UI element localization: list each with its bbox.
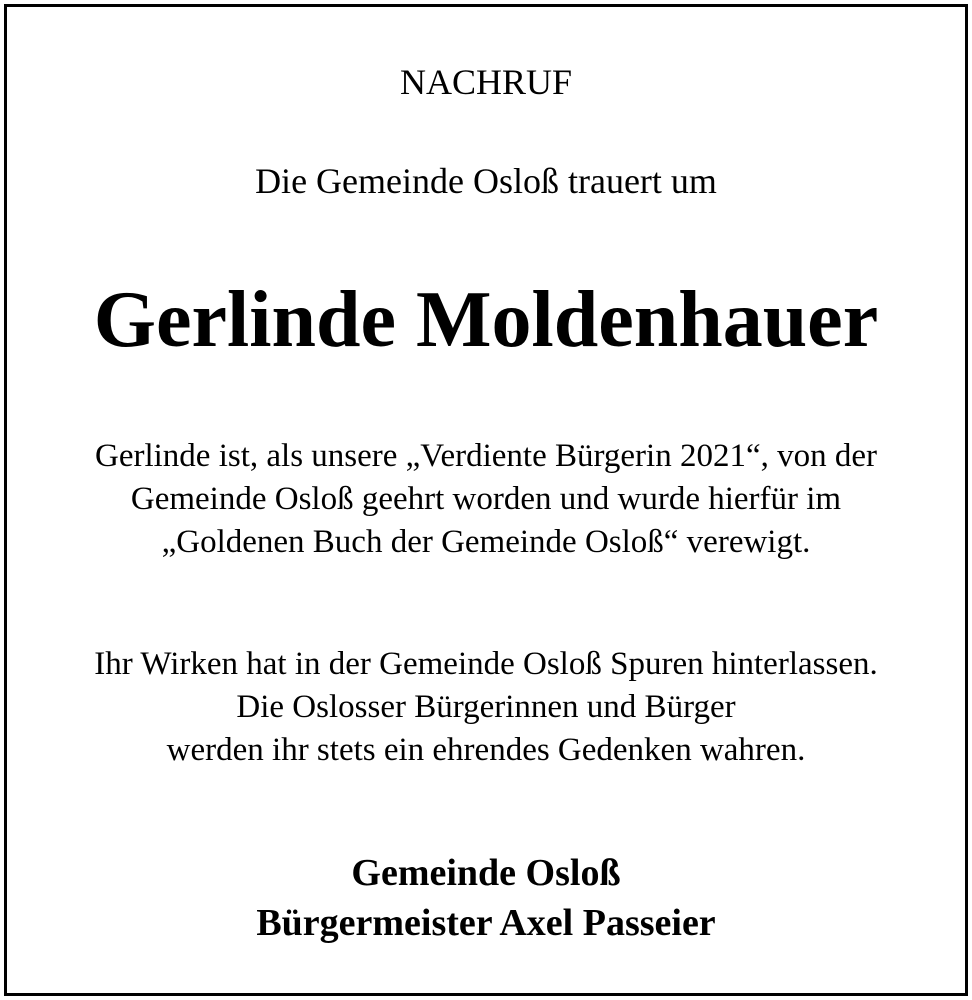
- tribute-line-2: Gemeinde Osloß geehrt worden und wurde hierfür im: [130, 481, 842, 517]
- tribute-line-1: Gerlinde ist, als unsere „Verdiente Bürgerin 2021“, von der: [95, 438, 877, 474]
- signature-org: Gemeinde Osloß: [351, 852, 621, 894]
- remembrance-line-2: Die Oslosser Bürgerinnen und Bürger: [236, 689, 736, 725]
- signature-block: [0, 848, 972, 948]
- remembrance-paragraph: [0, 643, 972, 772]
- notice-intro: Die Gemeinde Osloß trauert um: [255, 161, 717, 201]
- notice-heading: NACHRUF: [399, 62, 573, 102]
- tribute-line-3: „Goldenen Buch der Gemeinde Osloß“ verewigt.: [161, 524, 811, 560]
- signature-person: Bürgermeister Axel Passeier: [256, 902, 716, 944]
- deceased-name: Gerlinde Moldenhauer: [93, 276, 879, 364]
- remembrance-line-1: Ihr Wirken hat in der Gemeinde Osloß Spuren hinterlassen.: [94, 646, 878, 682]
- remembrance-line-3: werden ihr stets ein ehrendes Gedenken wahren.: [166, 732, 806, 768]
- tribute-paragraph: [0, 435, 972, 564]
